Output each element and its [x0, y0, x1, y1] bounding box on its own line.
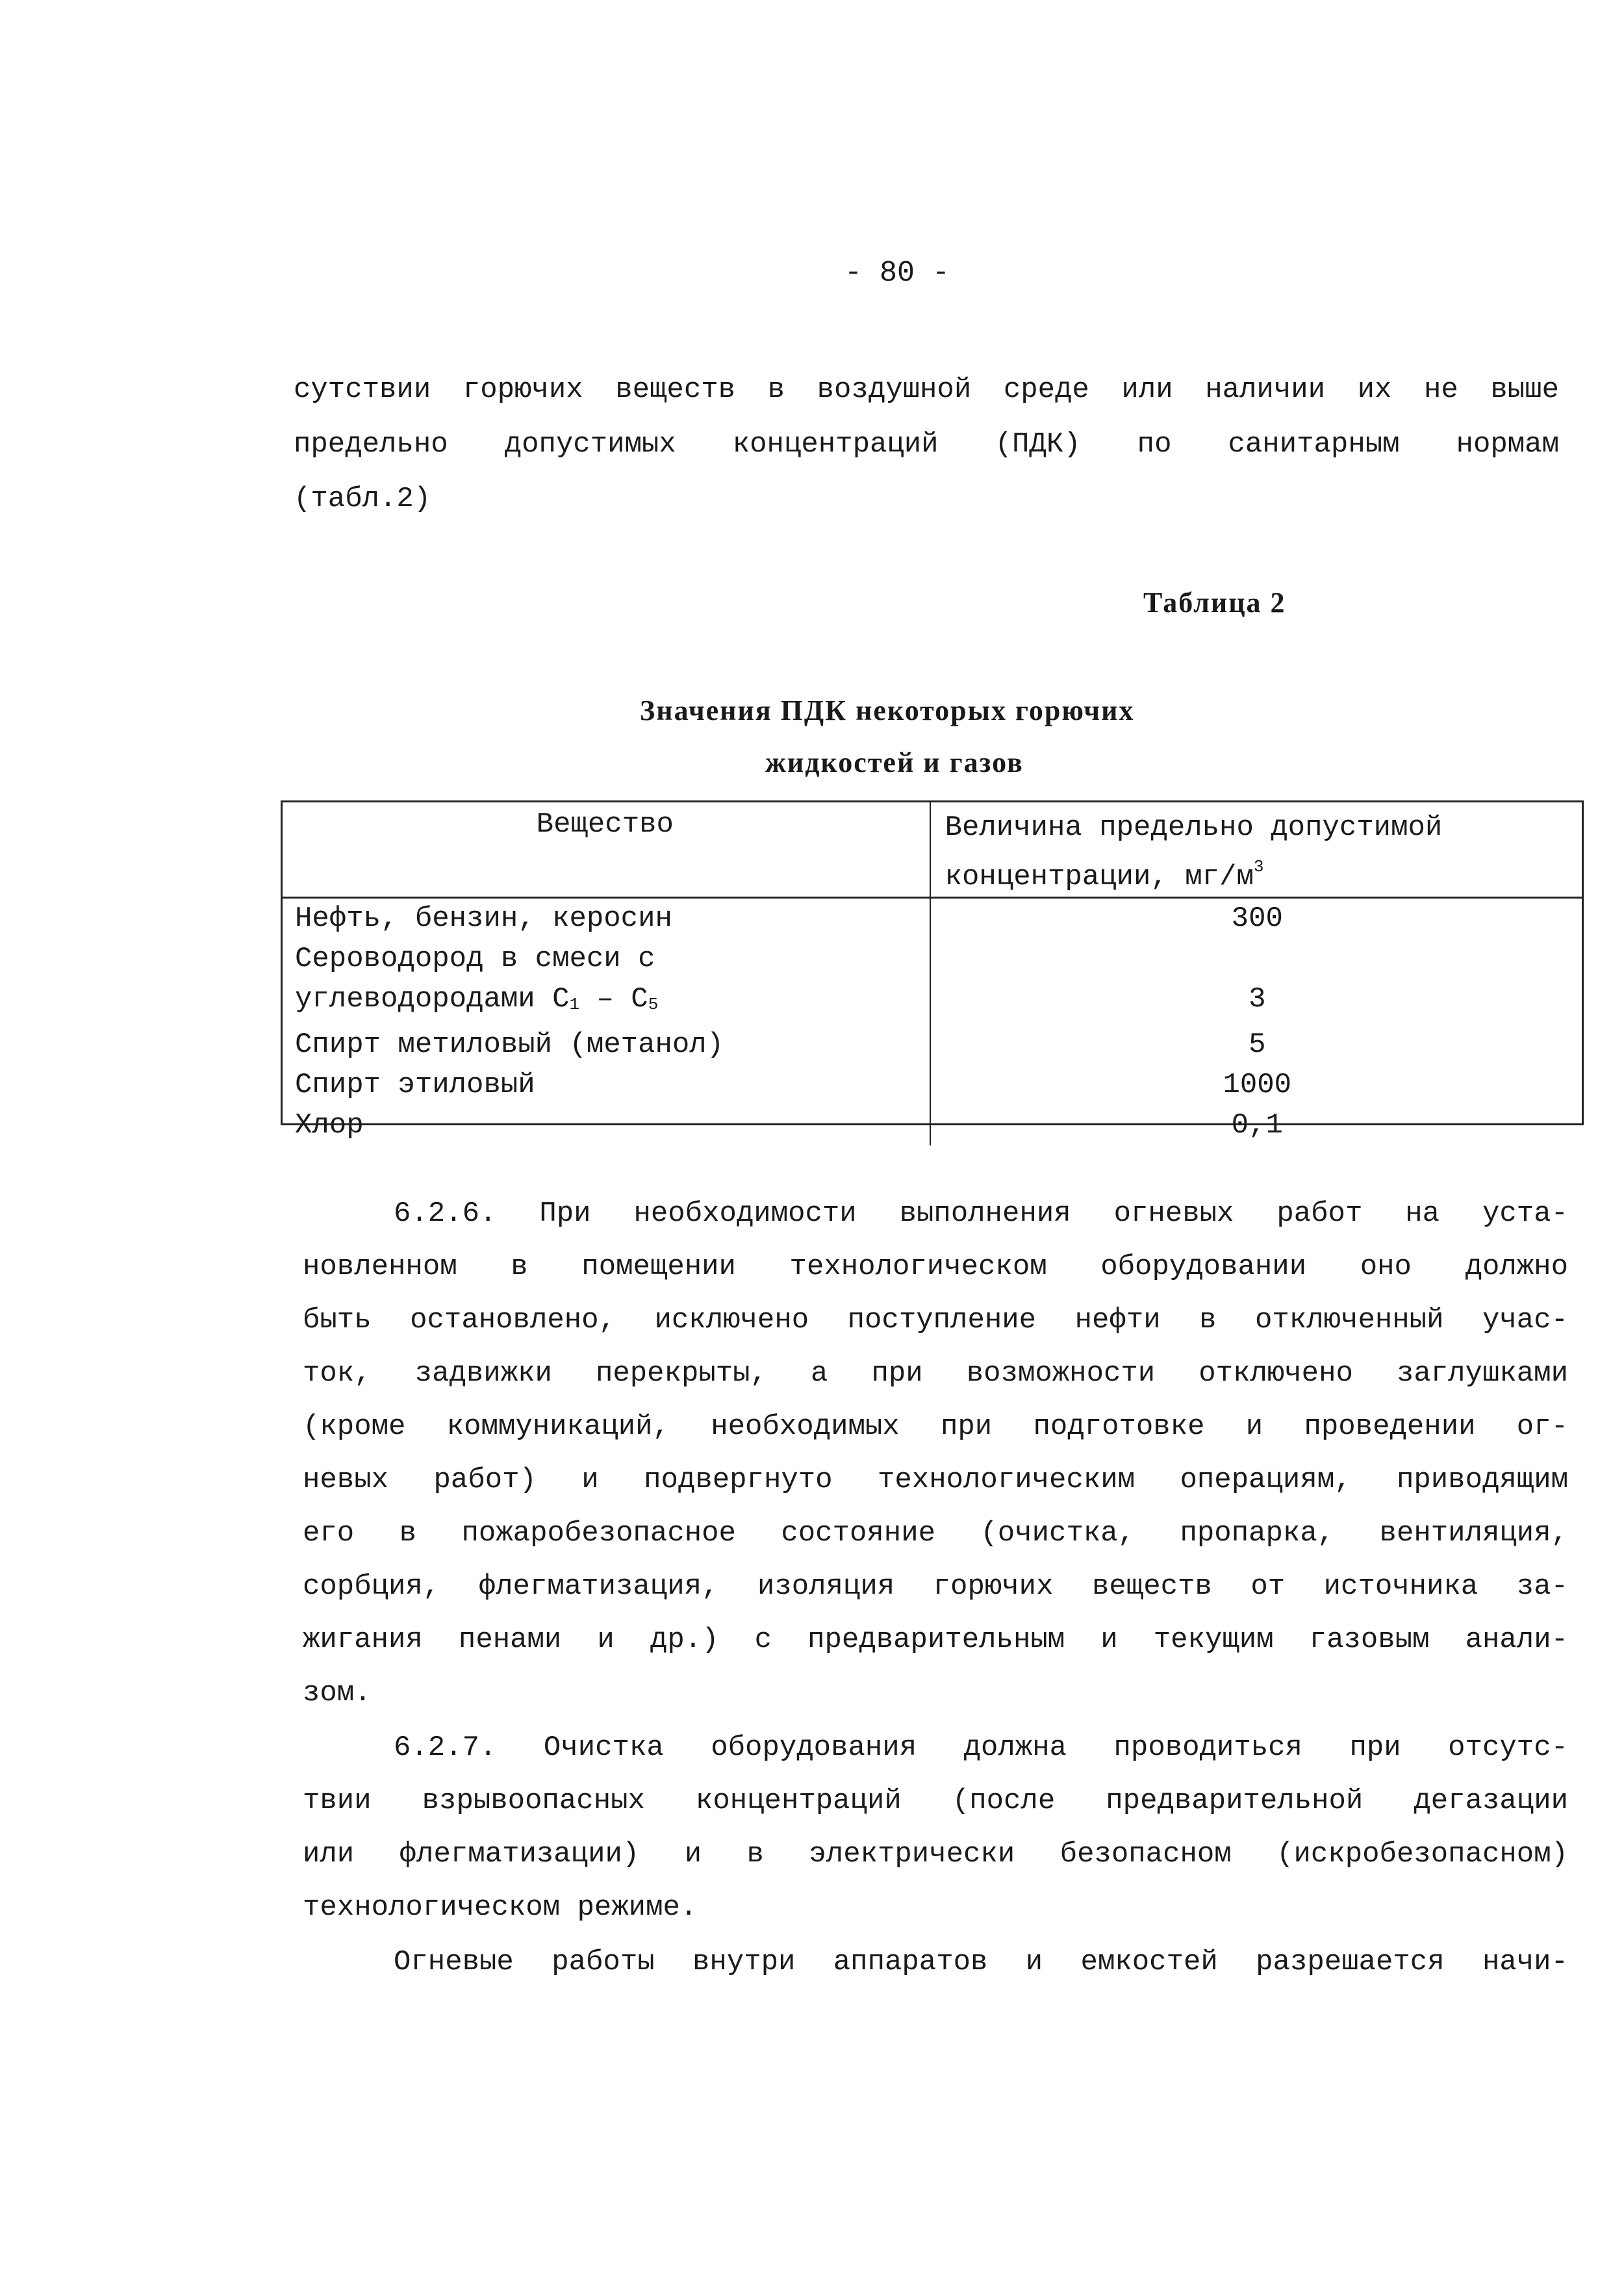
- table-row: [281, 1105, 1584, 1145]
- row-value: 0,1: [1231, 1109, 1283, 1142]
- table-header-row: [281, 800, 1584, 898]
- table-title-line-2: жидкостей и газов: [765, 747, 1024, 778]
- para-626-line-5: (кроме коммуникаций, необходимых при подготовке и проведении ог-: [303, 1411, 1568, 1443]
- header-substance: Вещество: [281, 800, 930, 898]
- row-substance-text: углеводородами C: [295, 983, 570, 1016]
- row-value: [930, 939, 1584, 979]
- table-label: Таблица 2: [1143, 587, 1286, 619]
- para-626-line-2: новленном в помещении технологическом оборудовании оно должно: [303, 1251, 1568, 1283]
- table-title-line-1: Значения ПДК некоторых горючих: [640, 695, 1135, 726]
- row-substance-mid: – C: [579, 983, 648, 1016]
- row-substance: Сероводород в смеси с: [281, 939, 930, 979]
- para-626-line-1: 6.2.6. При необходимости выполнения огневых работ на уста-: [394, 1197, 1568, 1230]
- header-value-line-2: концентрации, мг/м: [945, 861, 1254, 893]
- row-substance: Спирт этиловый: [281, 1065, 930, 1105]
- row-substance: [281, 979, 930, 1025]
- para-last-line: Огневые работы внутри аппаратов и емкостей разрешается начи-: [394, 1946, 1568, 1978]
- row-value: 300: [1231, 902, 1283, 935]
- para-626-line-6: невых работ) и подвергнуто технологическим операциям, приводящим: [303, 1464, 1568, 1496]
- para-627-line-3: или флегматизации) и в электрически безопасном (искробезопасном): [303, 1838, 1568, 1871]
- pdk-table: [281, 800, 1584, 1145]
- para-627-line-4: технологическом режиме.: [303, 1891, 698, 1924]
- header-value: [930, 800, 1584, 898]
- para-626-line-8: сорбция, флегматизация, изоляция горючих веществ от источника за-: [303, 1570, 1568, 1603]
- table-row: [281, 898, 1584, 939]
- row-value: 3: [1249, 983, 1266, 1016]
- para-626-line-9: жигания пенами и др.) с предварительным и текущим газовым анали-: [303, 1624, 1568, 1656]
- header-value-line-1: Величина предельно допустимой: [945, 811, 1443, 844]
- para-627-line-2: твии взрывоопасных концентраций (после предварительной дегазации: [303, 1785, 1568, 1817]
- row-substance: Хлор: [281, 1105, 930, 1145]
- para-626-line-7: его в пожаробезопасное состояние (очистка, пропарка, вентиляция,: [303, 1517, 1568, 1550]
- row-value: 5: [1249, 1029, 1266, 1061]
- para-626-line-10: зом.: [303, 1677, 372, 1709]
- page-number: - 80 -: [844, 257, 950, 290]
- intro-line-2: предельно допустимых концентраций (ПДК) по санитарным нормам: [294, 428, 1559, 461]
- intro-line-1: сутствии горючих веществ в воздушной среде или наличии их не выше: [294, 374, 1559, 406]
- para-627-line-1: 6.2.7. Очистка оборудования должна проводиться при отсутс-: [394, 1731, 1568, 1764]
- table-row: [281, 979, 1584, 1025]
- header-value-sup: 3: [1253, 857, 1264, 876]
- row-substance: Спирт метиловый (метанол): [281, 1025, 930, 1065]
- table-row: [281, 939, 1584, 979]
- table-row: [281, 1065, 1584, 1105]
- subscript-5: 5: [648, 995, 659, 1014]
- subscript-1: 1: [569, 995, 580, 1014]
- table-row: [281, 1025, 1584, 1065]
- intro-line-3: (табл.2): [294, 483, 431, 515]
- row-value: 1000: [1223, 1069, 1292, 1101]
- para-626-line-4: ток, задвижки перекрыты, а при возможности отключено заглушками: [303, 1357, 1568, 1390]
- row-substance: Нефть, бензин, керосин: [281, 898, 930, 939]
- para-626-line-3: быть остановлено, исключено поступление нефти в отключенный учас-: [303, 1304, 1568, 1336]
